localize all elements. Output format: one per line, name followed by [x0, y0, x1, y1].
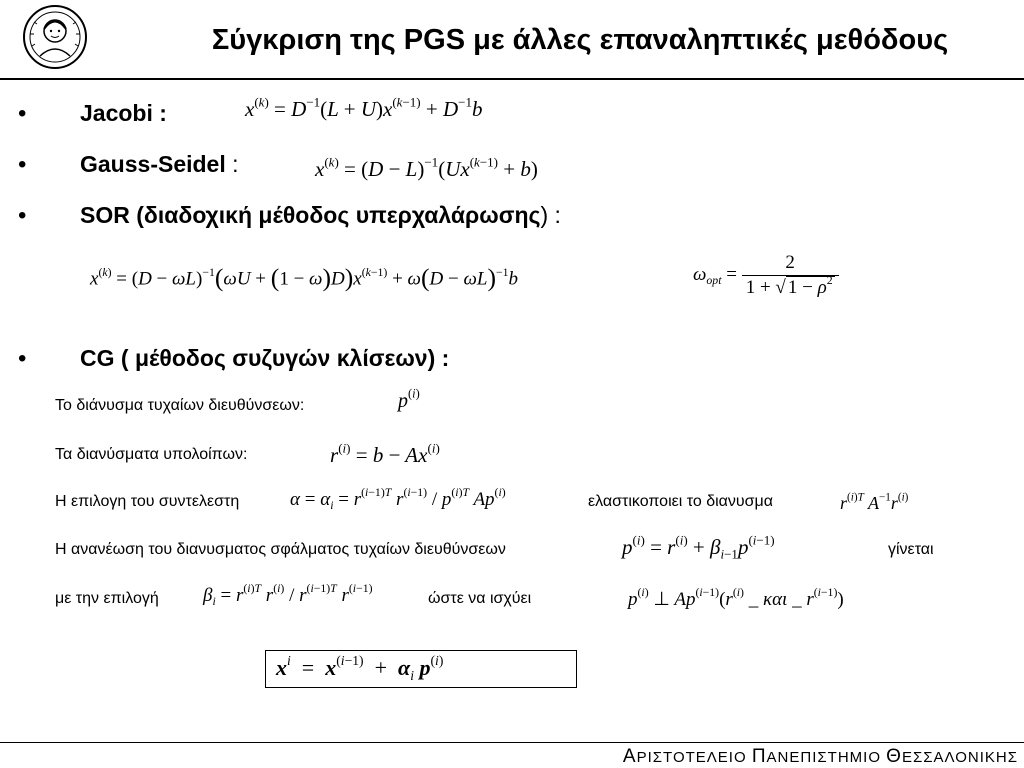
sor-colon: ) :	[540, 202, 561, 228]
update-text: Η ανανέωση του διανυσματος σφάλματος τυχαίων διευθύνσεων	[55, 541, 506, 558]
gauss-seidel-colon: :	[225, 151, 239, 177]
coefficient-text: Η επιλογη του συντελεστη	[55, 493, 240, 510]
residuals-text: Τα διανύσματα υπολοίπων:	[55, 446, 248, 463]
orthogonality-formula: $p^{(i)}$ ⊥ $Ap^{(i-1)}(r^{(i)}$ _ και _ $r^{(i-1)}$)	[628, 586, 844, 610]
cg-label: CG ( μέθοδος συζυγών κλίσεων) :	[80, 345, 450, 371]
direction-update-formula: $p^{(i)} = r^{(i)} + \beta_{i-1}p^{(i-1)}$	[622, 532, 775, 562]
residual-formula: $r^{(i)} = b - Ax^{(i)}$	[330, 440, 440, 467]
beta-formula: $\beta_i = r^{(i)T}$ $r^{(i)} / r^{(i-1)T}$ $r^{(i-1)}$	[203, 582, 373, 609]
bullet-marker: •	[18, 100, 27, 127]
bullet-marker: •	[18, 151, 27, 178]
bullet-marker: •	[18, 202, 27, 229]
jacobi-label: Jacobi :	[80, 100, 167, 126]
alpha-formula: $\alpha = \alpha_i = r^{(i-1)T}$ $r^{(i-1)} / p^{(i)T}$ Ap$^{(i)}$	[290, 486, 506, 513]
bullet-marker: •	[18, 345, 27, 372]
directions-text: Το διάνυσμα τυχαίων διευθύνσεων:	[55, 397, 305, 414]
title-divider	[0, 78, 1024, 80]
gauss-seidel-formula: $x^{(k)} = (D - L)^{-1}(Ux^{(k-1)} + b)$	[315, 154, 538, 181]
omega-opt-formula: $\omega_{opt}$ = $\frac{2}{1 + √ 1 - \rho^2}$	[693, 252, 839, 299]
update-after-text: γίνεται	[888, 541, 934, 558]
footer-university-name: ΑΡΙΣΤΟΤΕΛΕΙΟ ΠΑΝΕΠΙΣΤΗΜΙΟ ΘΕΣΣΑΛΟΝΙΚΗΣ	[622, 746, 1018, 767]
choice-text: με την επιλογή	[55, 590, 159, 607]
jacobi-formula: $x^{(k)} = D^{-1}(L + U)x^{(k-1)} + D^{-1}b$	[245, 94, 483, 121]
direction-vector-formula: $p^{(i)}$	[398, 386, 420, 412]
boxed-update-equation: $x^i = x^{(i-1)} + \alpha_i$ $p^{(i)}$	[265, 650, 577, 688]
sor-name: SOR (διαδοχική μέθοδος υπερχαλάρωσης	[80, 202, 541, 228]
footer-divider	[0, 742, 1024, 743]
gauss-seidel-label	[80, 151, 239, 178]
choice-after-text: ώστε να ισχύει	[428, 590, 532, 607]
energy-norm-formula: $r^{(i)T}$ $A^{-1}r^{(i)}$	[840, 491, 909, 513]
coefficient-after-text: ελαστικοποιει το διανυσμα	[588, 493, 774, 510]
university-seal-icon	[8, 4, 102, 70]
gauss-seidel-name: Gauss-Seidel	[80, 151, 226, 177]
sor-formula: $x^{(k)} = (D - \omega L)^{-1}(\omega U + (1 - \omega)D)x^{(k-1)} + \omega(D - \omega L)^{-1}b$	[90, 263, 519, 292]
sor-label	[80, 202, 561, 229]
page-title: Σύγκριση της PGS με άλλες επαναληπτικές μεθόδους	[211, 24, 949, 56]
